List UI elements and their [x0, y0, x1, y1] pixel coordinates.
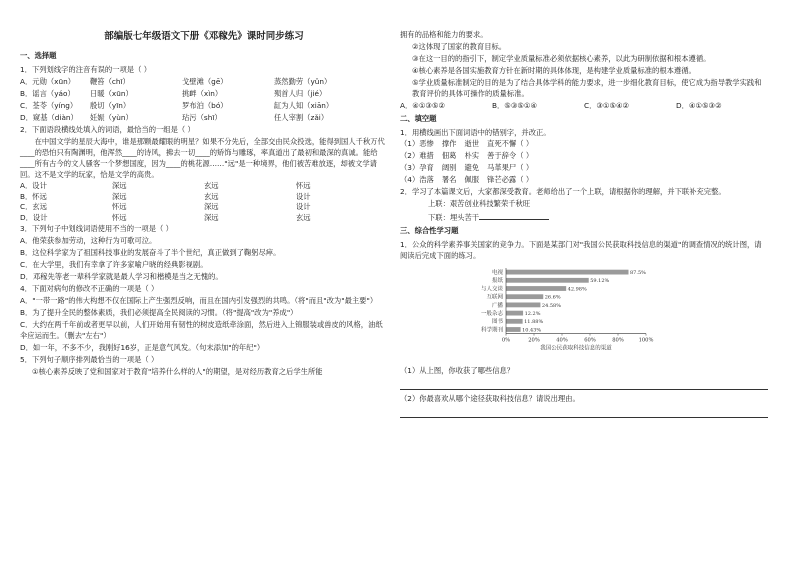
- category-label: 电视: [491, 269, 503, 276]
- c1-answer-line-1[interactable]: [400, 379, 768, 390]
- f1-row: （4）浩落 署名 佩服 锋芒必露（ ）: [400, 175, 534, 185]
- category-label: 报纸: [491, 278, 503, 285]
- q3-option: C．在大学里，我们有幸拿了许多家喻户晓的经典影视剧。: [20, 260, 208, 270]
- q4-option: D．如一年，不多不少，我刚好16岁，正是意气风发。（句末添加"的年纪"）: [20, 342, 265, 352]
- page-title: 部编版七年级语文下册《邓稼先》课时同步练习: [104, 31, 304, 42]
- q2-option-row: C．玄远 怀远 深远 设计: [20, 202, 311, 212]
- category-label: 与人交谈: [480, 286, 503, 293]
- f1-row: （3）孕育 阔别 避免 马革果尸（ ）: [400, 163, 534, 173]
- q2-option-row: D．设计 怀远 深远 玄远: [20, 213, 311, 223]
- f2-stem: 2．学习了本篇课文后，大家都深受教育。老师给出了一个上联，请根据你的理解，并下联补充完整。: [400, 187, 726, 197]
- x-tick-label: 0%: [501, 337, 511, 344]
- q5-sentence-3: ③在这一目的的指引下，制定学业质量标准必须依据核心素养，以此为研制依据和根本遵循。: [412, 53, 711, 63]
- q5-sentence-1: ①核心素养反映了党和国家对于教育"培养什么样的人"的期望，是对经历教育之后学生所能: [32, 366, 323, 376]
- q5-sentence-2: ②这体现了国家的教育目标。: [412, 41, 507, 51]
- bar: [506, 302, 540, 307]
- f2-upper-couplet: 上联：艰苦创业科技繁荣千秋旺: [428, 199, 531, 209]
- bar: [506, 311, 523, 316]
- q4-stem: 4．下面对病句的修改不正确的一项是（ ）: [20, 284, 159, 293]
- category-label: 广播: [491, 302, 503, 309]
- q1-option-row: B．谣言（yáo） 日暖（xūn） 挑衅（xìn） 殒首人归（jié）: [20, 89, 327, 99]
- section-heading-fill: 二、填空题: [400, 113, 437, 123]
- f1-stem: 1．用横线画出下面词语中的错别字，并改正。: [400, 127, 551, 137]
- x-tick-label: 100%: [638, 337, 654, 344]
- f1-row: （2）难措 佃葛 朴实 善于辞令（ ）: [400, 151, 534, 161]
- f1-row: （1）恶惨 撑作 逝世 直死不懈（ ）: [400, 139, 534, 149]
- bar-value-label: 10.43%: [522, 327, 542, 334]
- left-column: [20, 30, 388, 379]
- q3-option: B．这位科学家为了祖国科技事业的发展奋斗了半个世纪，真正做到了鞠躬尽瘁。: [20, 248, 281, 258]
- q4-option: C．大约在两千年前或者更早以前，人们开始用有韧性的树皮造纸牵涂面，然后进入上锦服装或兽皮的风格，油纸伞应运而生。（删去"左右"）: [20, 319, 383, 340]
- q5-sentence-5: ⑤学业质量标准制定的目的是为了结合具体学科的能力要求，进一步细化教育目标，使它成为指导教学实践和教育评价的具体可操作的质量标准。: [412, 77, 762, 98]
- q3-option: A．他荣获参加劳动，这种行为可歌可泣。: [20, 236, 157, 246]
- c1-question-1: （1）从上图，你收获了哪些信息？: [400, 365, 515, 375]
- category-label: 科学期刊: [480, 327, 503, 334]
- q3-stem: 3．下列句子中划线词语使用不当的一项是（ ）: [20, 224, 173, 234]
- bar: [506, 286, 566, 291]
- q4-option: B．为了提升全民的整体素质，我们必须提高全民阅读的习惯。（将"提高"改为"养成"）: [20, 307, 298, 317]
- bar-value-label: 42.98%: [567, 286, 587, 293]
- q5-options: A．④①③⑤② B．⑤③⑤①④ C．③①⑤④② D．④①⑤③②: [400, 100, 722, 110]
- q1-option-row: C．荃苓（yíng） 殷切（yīn） 罗布泊（bó） 缸为人知（xiān）: [20, 101, 334, 110]
- c1-answer-line-2[interactable]: [400, 407, 768, 418]
- bar: [506, 294, 543, 299]
- x-tick-label: 40%: [556, 337, 568, 344]
- q2-option-row: B．怀远 深远 玄远 设计: [20, 191, 311, 201]
- q1-option-row: D．窥基（diàn） 妊娠（yùn） 玷污（shī） 任人宰割（zǎi）: [20, 112, 329, 122]
- bar: [506, 278, 589, 283]
- q5-sentence-4: ④核心素养是各国实施教育方针在新时期的具体体现，是构建学业质量标准的根本遵循。: [412, 65, 696, 75]
- bar-value-label: 87.5%: [630, 269, 646, 276]
- q2-option-row: A．设计 深远 玄远 怀远: [20, 180, 311, 190]
- section-heading-comprehensive: 三、综合性学习题: [400, 226, 459, 235]
- channel-bar-chart: [466, 264, 666, 364]
- q3-option: D．邓稼先等老一辈科学家就是最人学习和楷模是当之无愧的。: [20, 272, 223, 282]
- q2-passage: 在中国文学的星辰大海中，谁是那颗最耀眼的明星？如果不分先后，全部交由民众投选，能得到国人千秋万代____的恐怕只有陶渊明，他浑然____的诗风，拂去一切____的矫饰与雕琢，率真道出了最初和最深的真诚。能给____所有古今的文人骚客一个梦想国度，因为____的桃花源……"远"是一种境界，他们被苦难放逐，却被文学请回。这不是文学的玩家，恰是文学的高贵。: [20, 136, 385, 179]
- x-tick-label: 60%: [584, 337, 596, 344]
- bar-value-label: 24.58%: [541, 302, 561, 309]
- q1-option-row: A．元勋（xūn） 鞭笞（chī） 戈壁滩（gē） 蒸然勤劳（yǔn）: [20, 77, 332, 87]
- bar-value-label: 26.6%: [544, 294, 561, 301]
- bar: [506, 327, 521, 332]
- category-label: 一般杂志: [480, 310, 503, 317]
- q4-option: A．"一带一路"的伟大构想不仅在国际上产生强烈反响，而且在国内引发强烈的共鸣。（将"而且"改为"最主要"）: [20, 295, 378, 305]
- x-tick-label: 20%: [528, 337, 540, 344]
- category-label: 图书: [491, 319, 503, 326]
- c1-stem: 1．公众的科学素养事关国家的竞争力。下面是某部门对"我国公民获取科技信息的渠道"的调查情况的统计图，请阅读后完成下面的练习。: [400, 239, 762, 260]
- bar-value-label: 12.2%: [524, 310, 541, 317]
- c1-question-2: （2）你最喜欢从哪个途径获取科技信息？请说出理由。: [400, 393, 580, 403]
- section-heading-choice: 一、选择题: [20, 51, 57, 61]
- f2-answer-blank[interactable]: [479, 211, 549, 220]
- q2-stem: 2．下面语段横线处填入的词语，最恰当的一组是（ ）: [20, 124, 195, 134]
- x-axis-title: 我国公民获取科技信息的渠道: [540, 345, 612, 352]
- bar: [506, 270, 629, 275]
- bar: [506, 319, 523, 324]
- q5-sentence-1-cont: 拥有的品格和能力的要求。: [400, 30, 488, 39]
- bar-value-label: 59.12%: [590, 278, 610, 285]
- bar-value-label: 11.88%: [524, 319, 544, 326]
- q5-stem: 5．下列句子顺序排列最恰当的一项是（ ）: [20, 354, 159, 364]
- x-tick-label: 80%: [612, 337, 624, 344]
- right-column: [400, 30, 768, 422]
- category-label: 互联网: [486, 294, 503, 301]
- q1-stem: 1．下列划线字的注音有误的一项是（ ）: [20, 65, 152, 75]
- f2-lower-couplet: 下联：埋头苦干: [400, 211, 768, 224]
